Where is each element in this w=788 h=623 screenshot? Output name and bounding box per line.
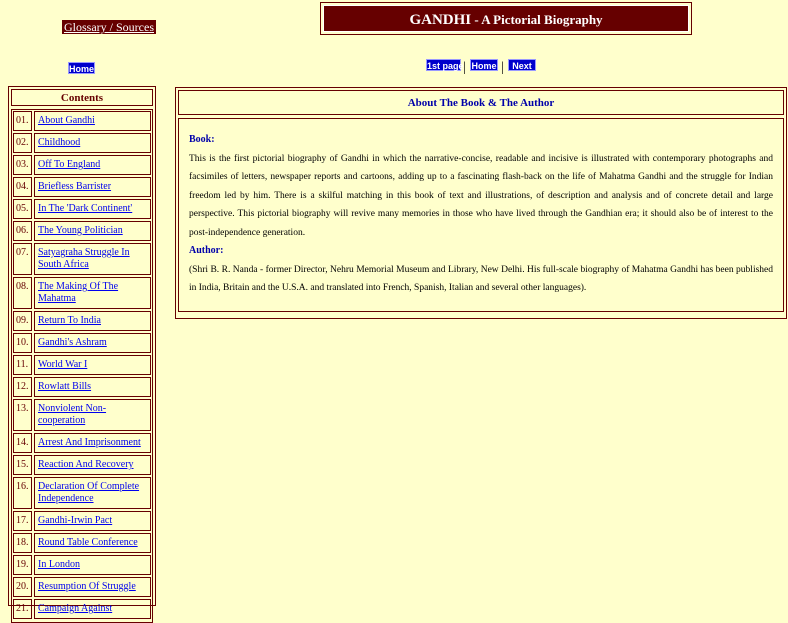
toc-link[interactable]: Declaration Of Complete Independence: [38, 481, 140, 504]
toc-cell: [34, 155, 151, 175]
toc-cell: [34, 599, 151, 619]
toc-link[interactable]: Gandhi's Ashram: [38, 337, 107, 348]
toc-number: 02.: [13, 133, 32, 153]
home-button[interactable]: Home: [471, 61, 497, 71]
toc-row: [13, 433, 151, 453]
toc-link[interactable]: Resumption Of Struggle: [38, 581, 136, 592]
toc-number: 11.: [13, 355, 32, 375]
toc-cell: [34, 177, 151, 197]
toc-number: 13.: [13, 399, 32, 431]
toc-number: 03.: [13, 155, 32, 175]
toc-link[interactable]: In The 'Dark Continent': [38, 203, 133, 214]
toc-link[interactable]: Childhood: [38, 137, 81, 148]
author-text: (Shri B. R. Nanda - former Director, Nehru Memorial Museum and Library, New Delhi. His full-scale biography of Mahatma Gandhi has been published in India, Britain and the U.S.A. and translated into French, Spanish, Italian and several other languages).: [189, 264, 773, 293]
toc-number: 21.: [13, 599, 32, 619]
toc-cell: [34, 455, 151, 475]
toc-link[interactable]: The Making Of The Mahatma: [38, 281, 119, 304]
toc-link[interactable]: About Gandhi: [38, 115, 95, 126]
toc-row: [13, 111, 151, 131]
content-panel: [175, 87, 787, 319]
toc-cell: [34, 133, 151, 153]
toc-number: 16.: [13, 477, 32, 509]
toc-row: [13, 133, 151, 153]
book-label: Book:: [189, 134, 215, 145]
toc-number: 07.: [13, 243, 32, 275]
toc-row: [13, 599, 151, 619]
content-body: [178, 118, 784, 312]
toc-number: 18.: [13, 533, 32, 553]
toc-number: 12.: [13, 377, 32, 397]
toc-row: [13, 277, 151, 309]
toc-number: 15.: [13, 455, 32, 475]
toc-link[interactable]: Arrest And Imprisonment: [38, 437, 141, 448]
toc-cell: [34, 433, 151, 453]
toc-link[interactable]: The Young Politician: [38, 225, 123, 236]
toc-row: [13, 221, 151, 241]
toc-cell: [34, 243, 151, 275]
author-label: Author:: [189, 245, 224, 256]
toc-row: [13, 555, 151, 575]
toc-cell: [34, 311, 151, 331]
toc-link[interactable]: Rowlatt Bills: [38, 381, 92, 392]
toc-link[interactable]: Round Table Conference: [38, 537, 138, 548]
toc-link[interactable]: Satyagraha Struggle In South Africa: [38, 247, 130, 270]
toc-cell: [34, 111, 151, 131]
title-banner: [320, 2, 692, 35]
toc-row: [13, 577, 151, 597]
nav-separator: |: [501, 60, 504, 75]
contents-list: [11, 109, 153, 623]
toc-number: 06.: [13, 221, 32, 241]
toc-link[interactable]: World War I: [38, 359, 88, 370]
toc-number: 10.: [13, 333, 32, 353]
toc-number: 01.: [13, 111, 32, 131]
nav-separator: |: [463, 60, 466, 75]
toc-row: [13, 355, 151, 375]
toc-row: [13, 333, 151, 353]
toc-row: [13, 533, 151, 553]
toc-cell: [34, 377, 151, 397]
toc-cell: [34, 533, 151, 553]
content-heading: About The Book & The Author: [178, 90, 784, 115]
toc-number: 09.: [13, 311, 32, 331]
title-main: GANDHI: [409, 12, 472, 28]
toc-row: [13, 477, 151, 509]
toc-link[interactable]: Return To India: [38, 315, 101, 326]
toc-link[interactable]: Gandhi-Irwin Pact: [38, 515, 113, 526]
toc-row: [13, 311, 151, 331]
contents-heading: Contents: [11, 89, 153, 106]
toc-row: [13, 243, 151, 275]
toc-cell: [34, 577, 151, 597]
glossary-sources-link[interactable]: Glossary / Sources: [64, 20, 154, 34]
first-page-button[interactable]: 1st page: [427, 61, 464, 71]
toc-link[interactable]: Reaction And Recovery: [38, 459, 134, 470]
toc-row: [13, 177, 151, 197]
toc-link[interactable]: Campaign Against: [38, 603, 113, 614]
toc-cell: [34, 333, 151, 353]
toc-row: [13, 511, 151, 531]
toc-number: 04.: [13, 177, 32, 197]
title-banner-inner: [323, 5, 689, 32]
toc-row: [13, 455, 151, 475]
toc-link[interactable]: Off To England: [38, 159, 101, 170]
title-sub: - A Pictorial Biography: [471, 12, 603, 27]
toc-number: 19.: [13, 555, 32, 575]
toc-cell: [34, 511, 151, 531]
toc-cell: [34, 355, 151, 375]
home-button-left[interactable]: Home: [69, 64, 95, 74]
toc-number: 14.: [13, 433, 32, 453]
toc-link[interactable]: Briefless Barrister: [38, 181, 112, 192]
toc-cell: [34, 277, 151, 309]
toc-link[interactable]: In London: [38, 559, 80, 570]
toc-number: 08.: [13, 277, 32, 309]
toc-row: [13, 399, 151, 431]
toc-row: [13, 199, 151, 219]
toc-number: 17.: [13, 511, 32, 531]
next-button[interactable]: Next: [508, 59, 536, 71]
toc-cell: [34, 477, 151, 509]
toc-row: [13, 155, 151, 175]
toc-cell: [34, 555, 151, 575]
toc-number: 20.: [13, 577, 32, 597]
book-text: This is the first pictorial biography of Gandhi in which the narrative-concise, readable and incisive is illustrated with contemporary photographs and facsimiles of letters, newspaper reports and cartoons, adding up to a fascinating flash-back on the life of Mahatma Gandhi and the struggle for Indian freedom led by him. There is a skilful matching in this book of text and illustrations, of description and analysis and of concrete detail and large perspective. This pictorial biography will revive many memories in those who have lived through the Gandhian era; it should also be of interest to the post-independence generation.: [189, 153, 773, 238]
toc-link[interactable]: Nonviolent Non-cooperation: [38, 403, 107, 426]
toc-row: [13, 377, 151, 397]
toc-number: 05.: [13, 199, 32, 219]
contents-sidebar: [8, 86, 156, 614]
toc-cell: [34, 199, 151, 219]
toc-cell: [34, 399, 151, 431]
toc-cell: [34, 221, 151, 241]
